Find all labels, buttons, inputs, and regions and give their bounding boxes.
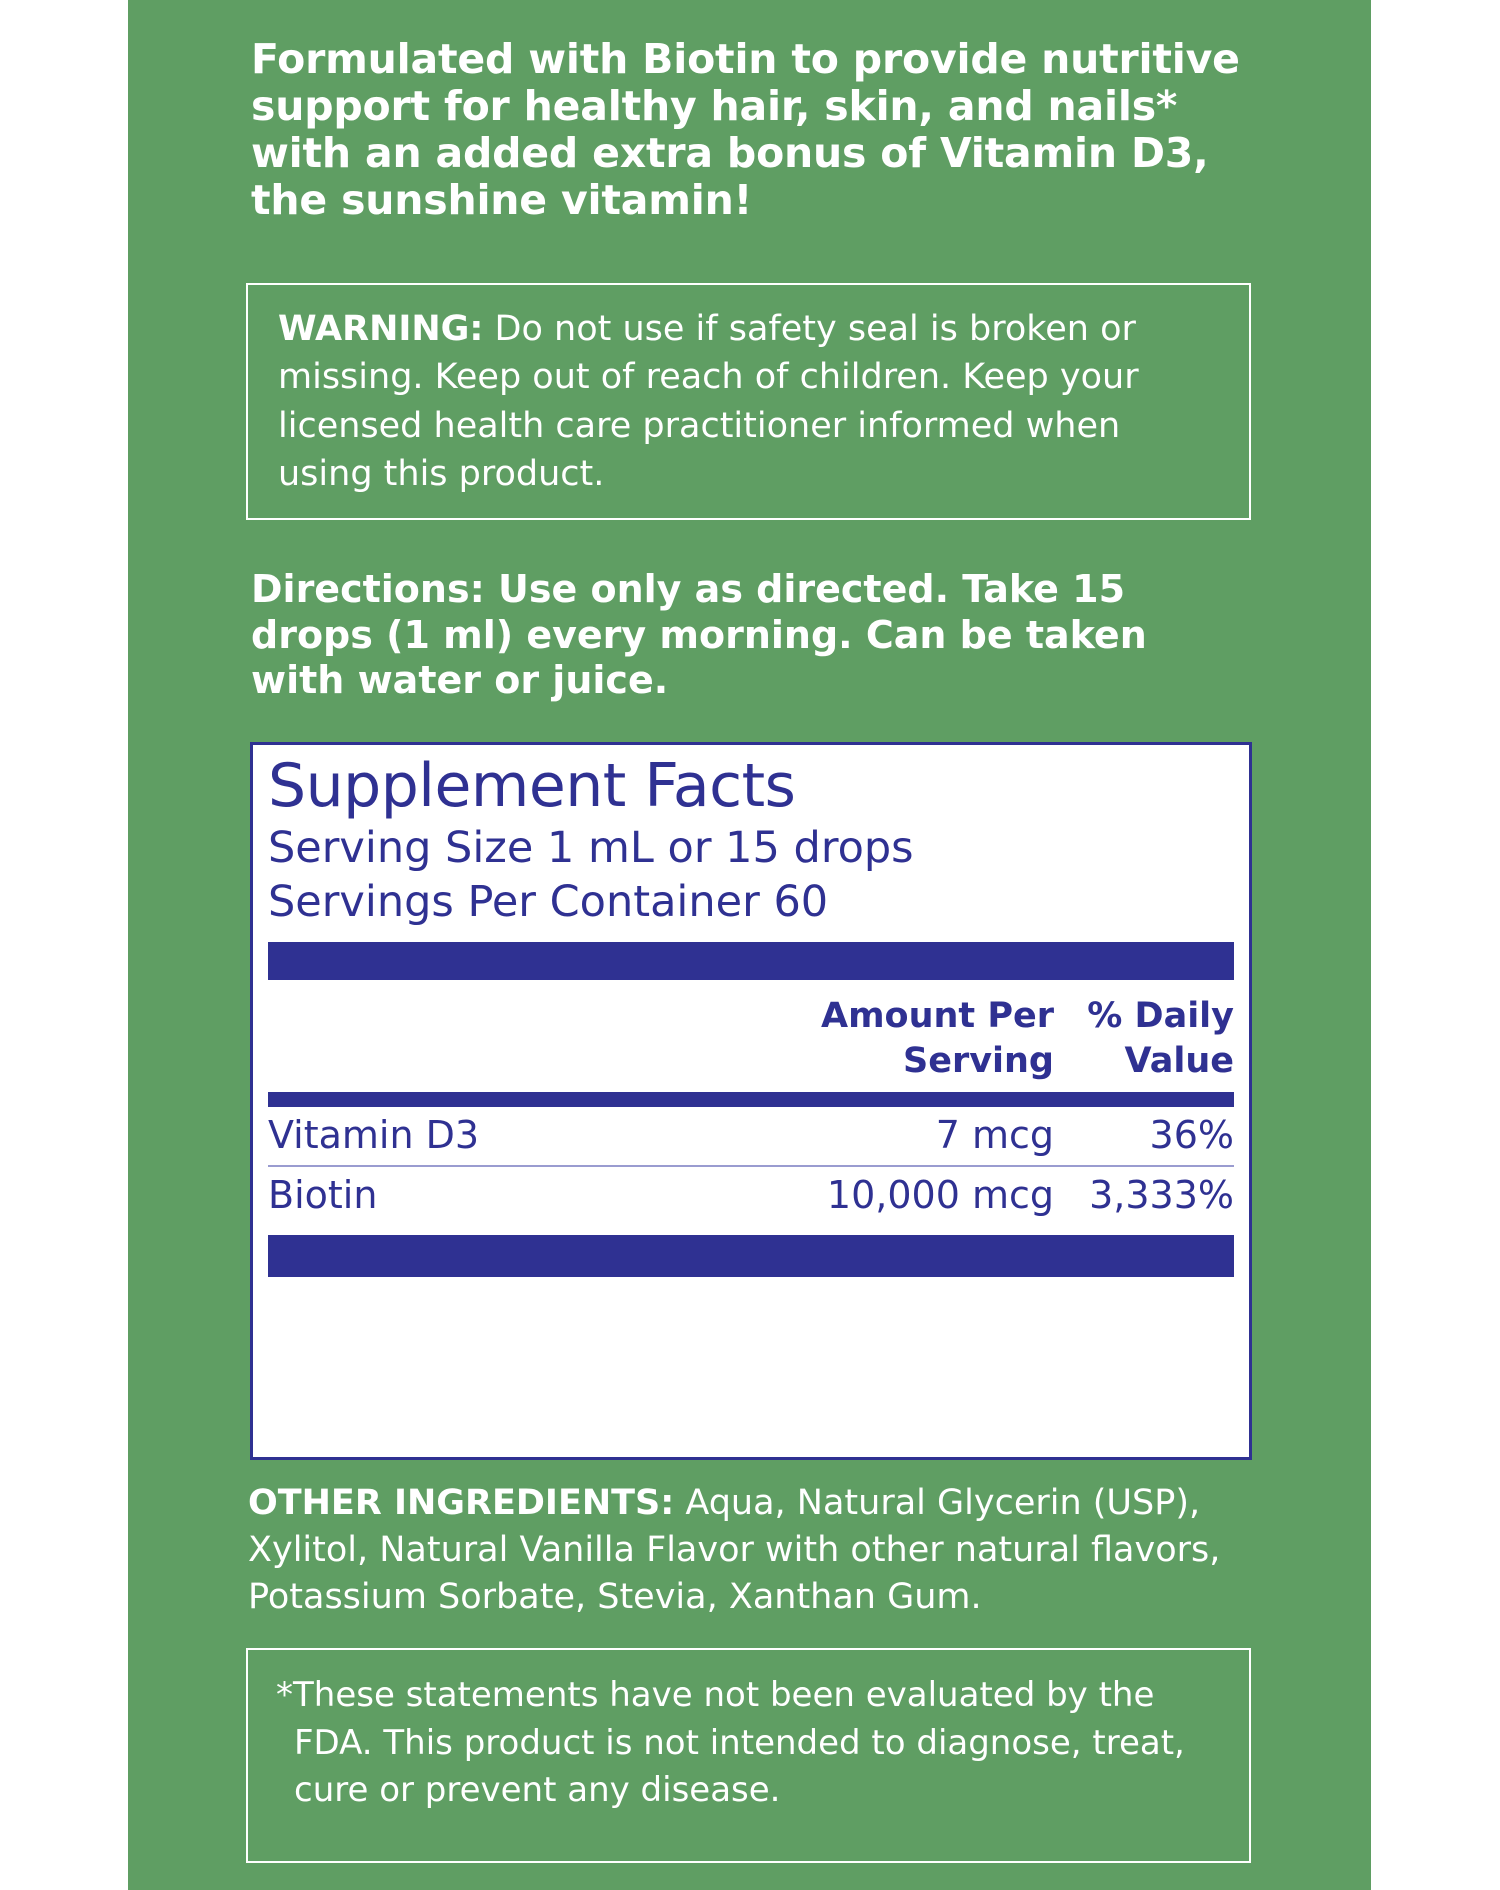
directions-text [251,567,1241,704]
facts-divider-thick-bottom [268,1235,1234,1277]
other-ingredients-body: Aqua, Natural Glycerin (USP), Xylitol, Natural Vanilla Flavor with other natural flavors, Potassium Sorbate, Stevia, Xanthan Gum. [248,1483,1221,1617]
headline-text: Formulated with Biotin to provide nutritive support for healthy hair, skin, and nails* with an added extra bonus of Vitamin D3, the sunshine vitamin! [251,35,1240,225]
nutrient-daily-value: 3,333% [1089,1173,1234,1218]
supplement-facts-panel [250,742,1252,1460]
nutrient-name: Biotin [268,1173,378,1218]
nutrient-amount: 10,000 mcg [826,1173,1054,1218]
column-header-amount [774,994,1054,1084]
label-green-panel [128,0,1371,1890]
supplement-facts-inner [268,751,1234,1447]
column-header-dv-line2: Value [1124,1041,1234,1082]
other-ingredients-label: OTHER INGREDIENTS: [248,1483,675,1523]
disclaimer-line-2: FDA. This product is not intended to diagnose, treat, cure or prevent any disease. [294,1722,1185,1811]
disclaimer-text [276,1672,1221,1815]
facts-divider-medium [268,1092,1234,1107]
warning-text [278,305,1218,498]
nutrient-daily-value: 36% [1149,1113,1234,1158]
other-ingredients-text [248,1480,1258,1621]
serving-size-text: Serving Size 1 mL or 15 drops [268,823,914,873]
column-header-amount-line1: Amount Per [820,996,1054,1037]
nutrient-name: Vitamin D3 [268,1113,480,1158]
facts-header-row [268,980,1234,1092]
column-header-amount-line2: Serving [903,1041,1054,1082]
directions-label: Directions: [251,567,485,611]
facts-divider-thick-top [268,942,1234,980]
label-content [128,0,1371,1890]
table-row [268,1107,1234,1167]
supplement-facts-title: Supplement Facts [268,751,796,821]
directions-body: Use only as directed. Take 15 drops (1 ml) every morning. Can be taken with water or juice. [251,567,1147,703]
column-header-daily-value [1059,994,1234,1084]
disclaimer-box [246,1648,1251,1863]
warning-body: Do not use if safety seal is broken or missing. Keep out of reach of children. Keep your licensed health care practitioner informed when using this product. [278,309,1139,494]
column-header-dv-line1: % Daily [1087,996,1234,1037]
table-row [268,1167,1234,1225]
nutrient-amount: 7 mcg [935,1113,1054,1158]
warning-label: WARNING: [278,309,484,349]
warning-box [246,283,1251,520]
disclaimer-line-1: *These statements have not been evaluated by the [276,1675,1155,1715]
servings-per-container-text: Servings Per Container 60 [268,877,829,928]
